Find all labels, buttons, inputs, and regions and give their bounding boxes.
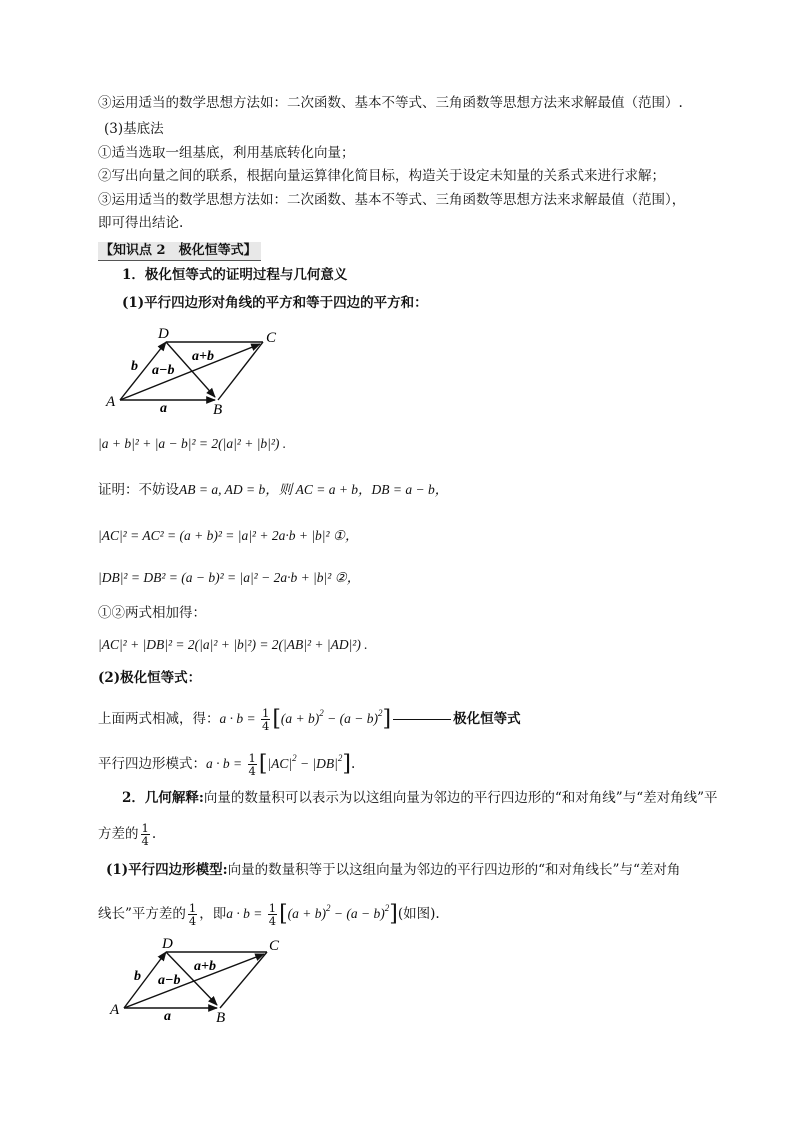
- diagonal-label-diff: a−b: [152, 363, 175, 378]
- edge-label-b: b: [131, 359, 138, 374]
- model-text-4: (如图).: [397, 906, 440, 922]
- geo-heading: 2．几何解释: [122, 790, 199, 806]
- equation-sum: |AC|² + |DB|² = 2(|a|² + |b|²) = 2(|AB|² + |AD|²) .: [98, 637, 368, 652]
- edge-label-a: a: [160, 401, 167, 416]
- diagonal-label-sum: a+b: [194, 959, 216, 974]
- text-line: ①②两式相加得：: [98, 605, 206, 621]
- equation-db: |DB|² = DB² = (a − b)² = |a|² − 2a·b + |b|² ②，: [98, 570, 361, 585]
- diagonal-label-diff: a−b: [158, 973, 181, 988]
- vertex-label-c: C: [266, 330, 277, 346]
- knowledge-point-badge: 【知识点 2 极化恒等式】: [98, 242, 261, 261]
- section-subheading: (2)极化恒等式：: [98, 670, 202, 686]
- text-line: ②写出向量之间的联系，根据向量运算律化简目标，构造关于设定未知量的关系式来进行求解；: [98, 168, 665, 184]
- vertex-label-d: D: [162, 936, 173, 952]
- vertex-label-c: C: [269, 938, 280, 954]
- polarization-label: 极化恒等式: [453, 711, 521, 727]
- polarization-identity-line: 上面两式相减，得：a · b = $\frac{1}{4}$ $[(a + b)^2 - (a - b)^2]$ 极化恒等式: [98, 706, 521, 733]
- edge-label-a: a: [164, 1009, 171, 1024]
- model-text: 向量的数量积等于以这组向量为邻边的平行四边形的“和对角线长”与“差对角: [227, 862, 681, 878]
- text-line: ③运用适当的数学思想方法如：二次函数、基本不等式、三角函数等思想方法来求解最值（范围）.: [98, 95, 683, 111]
- vertex-label-b: B: [213, 402, 223, 417]
- subtract-prefix: 上面两式相减，得：: [98, 711, 220, 727]
- equation-ac: |AC|² = AC² = (a + b)² = |a|² + 2a·b + |b|² ①，: [98, 528, 359, 543]
- text-line: ③运用适当的数学思想方法如：二次函数、基本不等式、三角函数等思想方法来求解最值（范围），: [98, 192, 686, 208]
- section-heading: 1．极化恒等式的证明过程与几何意义: [122, 267, 348, 283]
- model-text-3: ，即: [199, 906, 227, 922]
- geo-text-2: 方差的: [98, 826, 139, 842]
- geometric-explanation-line: 2．几何解释:向量的数量积可以表示为以这组向量为邻边的平行四边形的“和对角线”与“差对角线”平: [122, 790, 718, 806]
- edge-label-b: b: [134, 969, 141, 984]
- geometric-explanation-line-2: 方差的 $\frac{1}{4}$ .: [98, 821, 157, 848]
- proof-line: [98, 480, 448, 500]
- parallelogram-diagram: [100, 322, 290, 417]
- vertex-label-d: D: [158, 326, 169, 342]
- model-heading: (1)平行四边形模型: [106, 862, 223, 878]
- diagonal-label-sum: a+b: [192, 349, 214, 364]
- model-line-2: 线长”平方差的 $\frac{1}{4}$ ，即a · b = $\frac{1}{4}$ $[(a + b)^2 - (a - b)^2]$(如图).: [98, 901, 440, 928]
- vertex-label-a: A: [110, 1002, 120, 1018]
- text-line: (3)基底法: [104, 121, 164, 137]
- parallelogram-prefix: 平行四边形模式：: [98, 756, 206, 772]
- text-line: 即可得出结论.: [98, 215, 184, 231]
- section-subheading: (1)平行四边形对角线的平方和等于四边的平方和：: [122, 295, 428, 311]
- text-line: ①适当选取一组基底，利用基底转化向量；: [98, 145, 355, 161]
- vertex-label-a: A: [106, 394, 116, 410]
- proof-prefix: 证明：不妨设: [98, 482, 179, 498]
- model-line: (1)平行四边形模型:向量的数量积等于以这组向量为邻边的平行四边形的“和对角线长”与“差对角: [106, 862, 681, 878]
- parallelogram-mode-line: 平行四边形模式：a · b = $\frac{1}{4}$ $[|AC|^2 - |DB|^2]$.: [98, 751, 356, 778]
- parallelogram-diagram-2: [104, 930, 294, 1025]
- model-text-2: 线长”平方差的: [98, 906, 186, 922]
- vertex-label-b: B: [216, 1010, 226, 1025]
- geo-text: 向量的数量积可以表示为以这组向量为邻边的平行四边形的“和对角线”与“差对角线”平: [203, 790, 718, 806]
- equation-parallelogram-law: |a + b|² + |a − b|² = 2(|a|² + |b|²) .: [98, 436, 287, 451]
- proof-body: AB = a, AD = b，则 AC = a + b，DB = a − b，: [179, 482, 449, 497]
